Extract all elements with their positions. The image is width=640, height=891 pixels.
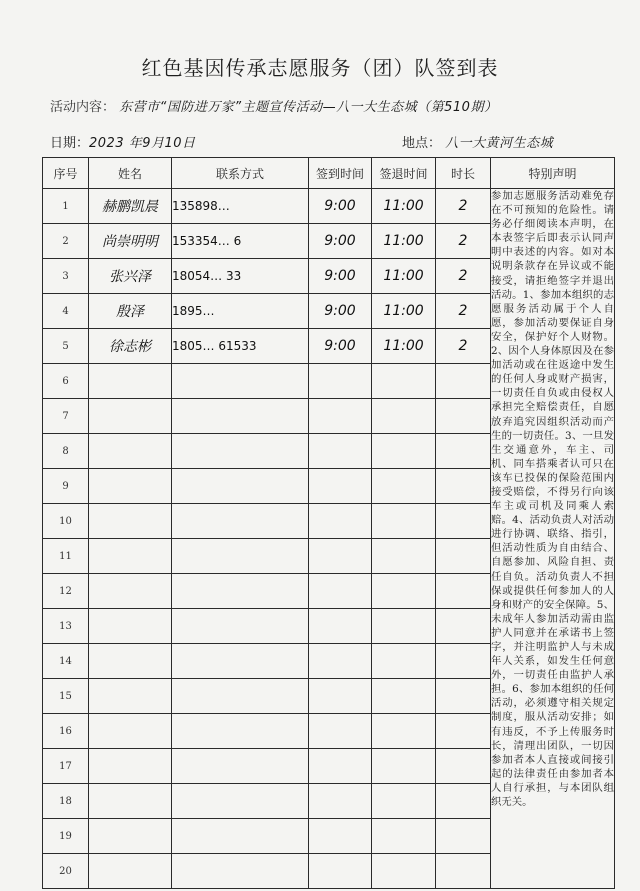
row-signout (372, 714, 436, 749)
header-signout: 签退时间 (372, 158, 436, 189)
row-duration: 2 (436, 294, 491, 329)
activity-value: 东营市“国防进万家”主题宣传活动—八一大生态城（第510期） (119, 100, 498, 115)
row-number: 3 (43, 259, 89, 294)
date-value: 2023 年9月10日 (89, 136, 196, 151)
row-signin (309, 364, 372, 399)
row-number: 16 (43, 714, 89, 749)
row-contact (172, 399, 309, 434)
row-duration (436, 679, 491, 714)
row-signout (372, 784, 436, 819)
row-duration: 2 (436, 189, 491, 224)
row-signout (372, 819, 436, 854)
row-duration: 2 (436, 259, 491, 294)
row-duration (436, 854, 491, 889)
row-signout: 11:00 (372, 294, 436, 329)
row-signout (372, 504, 436, 539)
row-signin (309, 644, 372, 679)
row-duration: 2 (436, 329, 491, 364)
row-contact (172, 504, 309, 539)
row-number: 5 (43, 329, 89, 364)
row-number: 15 (43, 679, 89, 714)
header-signin: 签到时间 (309, 158, 372, 189)
row-number: 20 (43, 854, 89, 889)
row-number: 4 (43, 294, 89, 329)
header-duration: 时长 (436, 158, 491, 189)
row-signin (309, 574, 372, 609)
row-name: 赫鹏凯晨 (89, 189, 172, 224)
row-name (89, 749, 172, 784)
row-signout: 11:00 (372, 259, 436, 294)
row-name (89, 679, 172, 714)
row-signout (372, 469, 436, 504)
row-contact: 18054… 33 (172, 259, 309, 294)
sign-in-table (42, 157, 615, 889)
page-title: 红色基因传承志愿服务（团）队签到表 (141, 56, 499, 80)
row-number: 2 (43, 224, 89, 259)
row-name (89, 574, 172, 609)
row-signin (309, 469, 372, 504)
row-signin (309, 504, 372, 539)
row-duration: 2 (436, 224, 491, 259)
row-name (89, 609, 172, 644)
row-contact (172, 819, 309, 854)
row-name (89, 364, 172, 399)
row-signin: 9:00 (309, 329, 372, 364)
row-signout (372, 679, 436, 714)
row-signin (309, 819, 372, 854)
row-duration (436, 574, 491, 609)
row-contact (172, 539, 309, 574)
row-number: 11 (43, 539, 89, 574)
row-signout (372, 399, 436, 434)
row-number: 10 (43, 504, 89, 539)
row-name: 徐志彬 (89, 329, 172, 364)
row-contact (172, 364, 309, 399)
table-header-row (43, 158, 615, 189)
activity-label: 活动内容： (50, 100, 116, 115)
row-number: 14 (43, 644, 89, 679)
row-number: 9 (43, 469, 89, 504)
row-duration (436, 644, 491, 679)
date-label: 日期： (50, 136, 90, 151)
row-signin (309, 434, 372, 469)
row-name (89, 504, 172, 539)
row-duration (436, 434, 491, 469)
row-signout (372, 539, 436, 574)
row-signout: 11:00 (372, 224, 436, 259)
row-name: 殷泽 (89, 294, 172, 329)
header-notice: 特别声明 (491, 158, 615, 189)
row-contact (172, 854, 309, 889)
row-contact (172, 609, 309, 644)
row-name: 尚崇明明 (89, 224, 172, 259)
row-signin (309, 784, 372, 819)
row-number: 17 (43, 749, 89, 784)
row-name (89, 644, 172, 679)
row-name (89, 399, 172, 434)
header-name: 姓名 (89, 158, 172, 189)
row-signout: 11:00 (372, 329, 436, 364)
row-number: 7 (43, 399, 89, 434)
row-duration (436, 714, 491, 749)
row-number: 13 (43, 609, 89, 644)
row-contact: 153354… 6 (172, 224, 309, 259)
special-notice: 参加志愿服务活动难免存在不可预知的危险性。请务必仔细阅读本声明，在本表签字后即表示认同声明中表述的内容。如对本说明条款存在异议或不能接受，请拒绝签字并退出活动。1、参加本组织的志愿服务活动属于个人自愿，参加活动要保证自身安全，保护好个人财物。2、因个人身体原因及在参加活动或在往返途中发生的任何人身或财产损害，一切责任自负或由侵权人承担完全赔偿责任，自愿放弃追究因组织活动而产生的一切责任。3、一旦发生交通意外，车主、司机、同车搭乘者认可只在该车已投保的保险范围内接受赔偿，不得另行向该车主或司机及同乘人索赔。4、活动负责人对活动进行协调、联络、指引，但活动性质为自由结合、自愿参加、风险自担、责任自负。活动负责人不担保或提供任何参加人的人身和财产的安全保障。5、未成年人参加活动需由监护人同意并在承诺书上签字，并注明监护人与未成年人关系，如发生任何意外，一切责任由监护人承担。6、参加本组织的任何活动，必须遵守相关规定制度，服从活动安排；如有违反，不予上传服务时长，清理出团队，一切因参加者本人直接或间接引起的法律责任由参加者本人自行承担，与本团队组织无关。 (491, 189, 615, 889)
row-contact: 135898… (172, 189, 309, 224)
row-duration (436, 539, 491, 574)
row-signout (372, 644, 436, 679)
row-name (89, 714, 172, 749)
row-name (89, 434, 172, 469)
row-signout (372, 609, 436, 644)
row-number: 19 (43, 819, 89, 854)
row-signin: 9:00 (309, 189, 372, 224)
row-number: 18 (43, 784, 89, 819)
row-contact (172, 749, 309, 784)
row-contact: 1805… 61533 (172, 329, 309, 364)
row-contact (172, 574, 309, 609)
row-contact (172, 469, 309, 504)
row-name (89, 539, 172, 574)
row-name (89, 854, 172, 889)
row-signin: 9:00 (309, 259, 372, 294)
row-signin: 9:00 (309, 224, 372, 259)
row-duration (436, 364, 491, 399)
location-label: 地点： (402, 136, 442, 151)
row-duration (436, 609, 491, 644)
row-duration (436, 784, 491, 819)
row-duration (436, 469, 491, 504)
row-signout (372, 434, 436, 469)
row-signin (309, 399, 372, 434)
row-signin (309, 854, 372, 889)
row-name (89, 819, 172, 854)
row-duration (436, 504, 491, 539)
location-value: 八一大黄河生态城 (445, 136, 554, 151)
row-signin: 9:00 (309, 294, 372, 329)
row-signin (309, 539, 372, 574)
row-signout (372, 364, 436, 399)
row-signin (309, 749, 372, 784)
row-contact (172, 434, 309, 469)
row-contact (172, 679, 309, 714)
row-duration (436, 749, 491, 784)
table-row (43, 189, 615, 224)
row-number: 12 (43, 574, 89, 609)
row-name (89, 469, 172, 504)
row-contact (172, 644, 309, 679)
activity-line (50, 96, 630, 118)
row-number: 6 (43, 364, 89, 399)
row-number: 8 (43, 434, 89, 469)
row-signout (372, 854, 436, 889)
row-name (89, 784, 172, 819)
row-number: 1 (43, 189, 89, 224)
row-signout (372, 574, 436, 609)
row-contact: 1895… (172, 294, 309, 329)
row-contact (172, 784, 309, 819)
location-block (402, 132, 553, 151)
header-contact: 联系方式 (172, 158, 309, 189)
row-duration (436, 819, 491, 854)
row-name: 张兴泽 (89, 259, 172, 294)
row-contact (172, 714, 309, 749)
header-no: 序号 (43, 158, 89, 189)
row-signin (309, 679, 372, 714)
row-duration (436, 399, 491, 434)
date-location-line (50, 132, 630, 156)
row-signin (309, 714, 372, 749)
row-signin (309, 609, 372, 644)
row-signout (372, 749, 436, 784)
row-signout: 11:00 (372, 189, 436, 224)
